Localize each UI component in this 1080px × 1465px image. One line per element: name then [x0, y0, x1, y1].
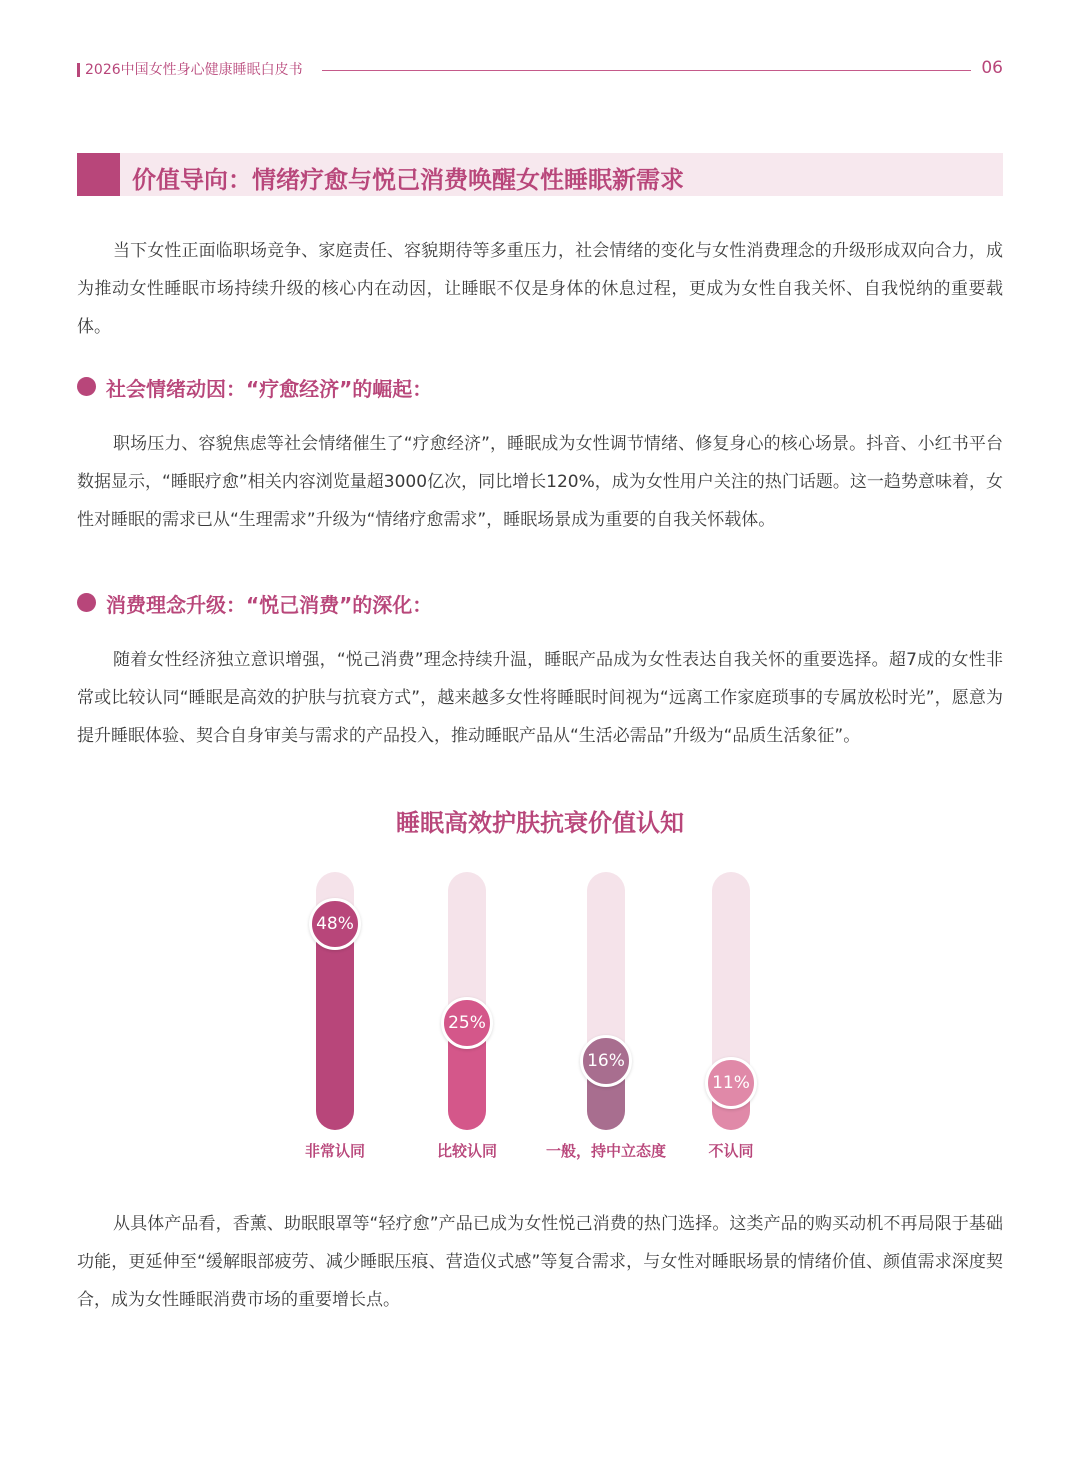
products-paragraph: 从具体产品看，香薰、助眠眼罩等“轻疗愈”产品已成为女性悦己消费的热门选择。这类产品的购买动机不再局限于基础功能，更延伸至“缓解眼部疲劳、减少睡眠压痕、营造仪式感”等复合需求，与女性对睡眠场景的情绪价值、颜值需求深度契合，成为女性睡眠消费市场的重要增长点。 [77, 1214, 1003, 1310]
category-label: 比较认同 [436, 1142, 497, 1160]
chart-title: 睡眠高效护肤抗衰价值认知 [396, 809, 684, 837]
data-label: 11% [705, 1057, 757, 1109]
bullet-dot-icon [77, 593, 96, 612]
data-label: 25% [441, 997, 493, 1049]
header-accent-bar [77, 63, 80, 77]
section-accent-block [77, 153, 120, 196]
bullet-dot-icon [77, 377, 96, 396]
social-paragraph: 职场压力、容貌焦虑等社会情绪催生了“疗愈经济”，睡眠成为女性调节情绪、修复身心的核心场景。抖音、小红书平台数据显示，“睡眠疗愈”相关内容浏览量超3000亿次，同比增长120%，成为女性用户关注的热门话题。这一趋势意味着，女性对睡眠的需求已从“生理需求”升级为“情绪疗愈需求”，睡眠场景成为重要的自我关怀载体。 [77, 434, 1003, 530]
page-number: 06 [981, 58, 1003, 78]
section-banner [77, 153, 1003, 196]
subhead-label: 消费理念升级：“悦己消费”的深化： [106, 593, 433, 617]
section-title: 价值导向：情绪疗愈与悦己消费唤醒女性睡眠新需求 [132, 166, 684, 194]
header-divider [322, 70, 971, 71]
category-label: 非常认同 [304, 1142, 365, 1160]
page-header [77, 58, 1003, 82]
bar-fill [316, 924, 354, 1130]
data-label: 16% [580, 1035, 632, 1087]
category-label: 不认同 [708, 1142, 754, 1160]
subhead-label: 社会情绪动因：“疗愈经济”的崛起： [106, 377, 433, 401]
consumption-paragraph: 随着女性经济独立意识增强，“悦己消费”理念持续升温，睡眠产品成为女性表达自我关怀的重要选择。超7成的女性非常或比较认同“睡眠是高效的护肤与抗衰方式”，越来越多女性将睡眠时间视为“远离工作家庭琐事的专属放松时光”，愿意为提升睡眠体验、契合自身审美与需求的产品投入，推动睡眠产品从“生活必需品”升级为“品质生活象征”。 [77, 650, 1003, 746]
intro-paragraph: 当下女性正面临职场竞争、家庭责任、容貌期待等多重压力，社会情绪的变化与女性消费理念的升级形成双向合力，成为推动女性睡眠市场持续升级的核心内在动因，让睡眠不仅是身体的休息过程，更成为女性自我关怀、自我悦纳的重要载体。 [77, 241, 1003, 337]
document-title: 2026中国女性身心健康睡眠白皮书 [85, 62, 303, 78]
data-label: 48% [309, 898, 361, 950]
bar-chart [0, 860, 1080, 1180]
category-label: 一般，持中立态度 [545, 1142, 666, 1160]
